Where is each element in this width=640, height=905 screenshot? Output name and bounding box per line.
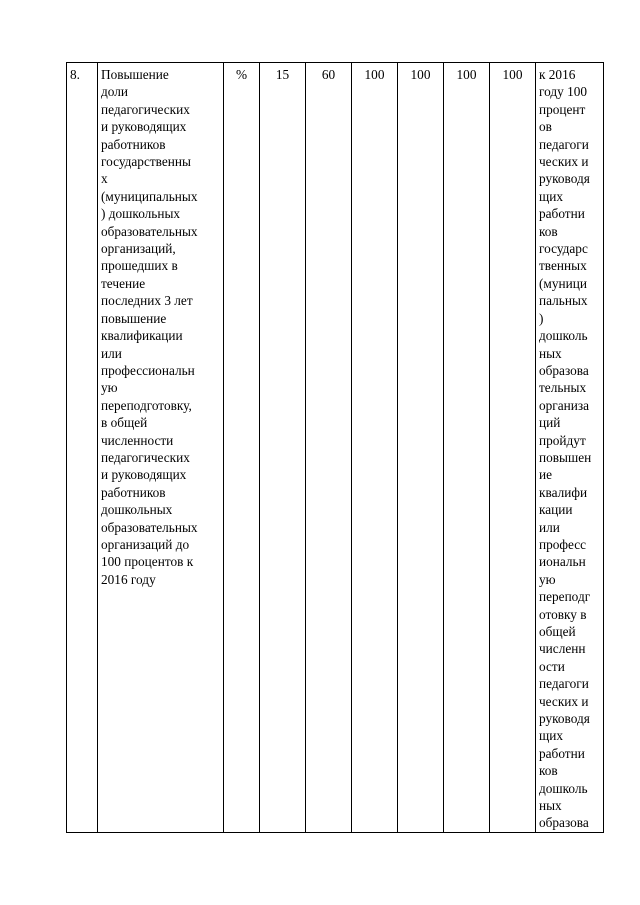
note-line: численн bbox=[539, 641, 586, 657]
indicator-name-line: дошкольных bbox=[101, 502, 173, 518]
note-line: ов bbox=[539, 119, 552, 135]
note-line: педагоги bbox=[539, 136, 589, 152]
indicator-name-line: 100 процентов к bbox=[101, 554, 194, 570]
indicator-name-line: работников bbox=[101, 484, 166, 500]
indicator-name-cell bbox=[98, 63, 224, 833]
note-line: руководя bbox=[539, 171, 590, 187]
note-line: отовку в bbox=[539, 606, 587, 622]
row-number: 8. bbox=[70, 67, 80, 82]
note-line: к 2016 bbox=[539, 67, 576, 82]
note-line: ости bbox=[539, 658, 565, 674]
note-text bbox=[539, 66, 600, 832]
row-number-cell bbox=[67, 63, 98, 833]
value-4: 100 bbox=[410, 67, 431, 82]
indicator-name-line: образовательных bbox=[101, 519, 198, 535]
indicator-name-line: педагогических bbox=[101, 101, 190, 117]
note-line: ) bbox=[539, 310, 544, 326]
note-line: году 100 bbox=[539, 84, 588, 100]
indicator-name-line: и руководящих bbox=[101, 467, 187, 483]
indicator-name-line: доли bbox=[101, 84, 128, 100]
indicator-name-line: педагогических bbox=[101, 449, 190, 465]
indicator-name-line: организаций до bbox=[101, 536, 190, 552]
indicator-name-line: профессиональн bbox=[101, 362, 195, 378]
indicator-name-line: х bbox=[101, 171, 108, 187]
indicator-name-line: в общей bbox=[101, 415, 148, 431]
indicator-name-line: численности bbox=[101, 432, 174, 448]
note-line: ков bbox=[539, 763, 558, 779]
note-line: работни bbox=[539, 745, 585, 761]
note-line: дошколь bbox=[539, 328, 588, 344]
note-line: образова bbox=[539, 362, 589, 378]
note-line: ие bbox=[539, 467, 553, 483]
value-3: 100 bbox=[364, 67, 385, 82]
note-line: професс bbox=[539, 536, 587, 552]
unit-cell bbox=[224, 63, 260, 833]
value-cell-6 bbox=[490, 63, 536, 833]
note-line: квалифи bbox=[539, 484, 588, 500]
value-5: 100 bbox=[456, 67, 477, 82]
unit-label: % bbox=[235, 67, 248, 82]
note-line: ую bbox=[539, 571, 556, 587]
indicator-name-line: квалификации bbox=[101, 328, 183, 344]
indicator-name-line: ) дошкольных bbox=[101, 206, 181, 222]
indicator-name-line: и руководящих bbox=[101, 119, 187, 135]
note-line: переподг bbox=[539, 589, 591, 605]
note-line: ческих и bbox=[539, 693, 589, 709]
value-cell-4 bbox=[398, 63, 444, 833]
indicator-name-line: (муниципальных bbox=[101, 188, 198, 204]
note-line: ческих и bbox=[539, 154, 589, 170]
note-line: или bbox=[539, 519, 560, 535]
indicator-name bbox=[101, 66, 220, 588]
value-cell-3 bbox=[352, 63, 398, 833]
note-cell bbox=[536, 63, 604, 833]
note-line: ков bbox=[539, 223, 558, 239]
indicator-name-line: последних 3 лет bbox=[101, 293, 193, 309]
note-line: дошколь bbox=[539, 780, 588, 796]
indicator-name-line: прошедших в bbox=[101, 258, 178, 274]
indicator-name-line: работников bbox=[101, 136, 166, 152]
value-1: 15 bbox=[275, 67, 290, 82]
value-cell-2 bbox=[306, 63, 352, 833]
note-line: ных bbox=[539, 798, 562, 814]
table-row bbox=[67, 63, 604, 833]
indicator-name-line: 2016 году bbox=[101, 571, 156, 587]
note-line: ций bbox=[539, 415, 561, 431]
note-line: твенных bbox=[539, 258, 587, 274]
indicator-name-line: повышение bbox=[101, 310, 167, 326]
note-line: процент bbox=[539, 101, 586, 117]
note-line: государс bbox=[539, 241, 588, 257]
note-line: щих bbox=[539, 728, 564, 744]
note-line: педагоги bbox=[539, 676, 589, 692]
note-line: пройдут bbox=[539, 432, 586, 448]
note-line: щих bbox=[539, 188, 564, 204]
note-line: пальных bbox=[539, 293, 588, 309]
indicator-name-line: ую bbox=[101, 380, 118, 396]
value-cell-1 bbox=[260, 63, 306, 833]
note-line: общей bbox=[539, 624, 576, 639]
note-line: иональн bbox=[539, 554, 586, 570]
note-line: образова bbox=[539, 815, 589, 831]
note-line: повышен bbox=[539, 449, 592, 465]
note-line: организа bbox=[539, 397, 590, 413]
indicator-name-line: или bbox=[101, 345, 122, 361]
indicator-name-line: переподготовку, bbox=[101, 397, 192, 413]
note-line: ных bbox=[539, 345, 562, 361]
note-line: кации bbox=[539, 502, 573, 518]
note-line: руководя bbox=[539, 711, 590, 727]
indicator-table bbox=[66, 62, 604, 833]
note-line: (муници bbox=[539, 275, 587, 291]
value-6: 100 bbox=[502, 67, 523, 82]
indicator-name-line: течение bbox=[101, 275, 146, 291]
indicator-name-line: Повышение bbox=[101, 67, 169, 82]
indicator-name-line: образовательных bbox=[101, 223, 198, 239]
indicator-name-line: организаций, bbox=[101, 241, 176, 257]
note-line: тельных bbox=[539, 380, 587, 396]
indicator-name-line: государственны bbox=[101, 154, 191, 170]
note-line: работни bbox=[539, 206, 585, 222]
value-2: 60 bbox=[321, 67, 336, 82]
value-cell-5 bbox=[444, 63, 490, 833]
